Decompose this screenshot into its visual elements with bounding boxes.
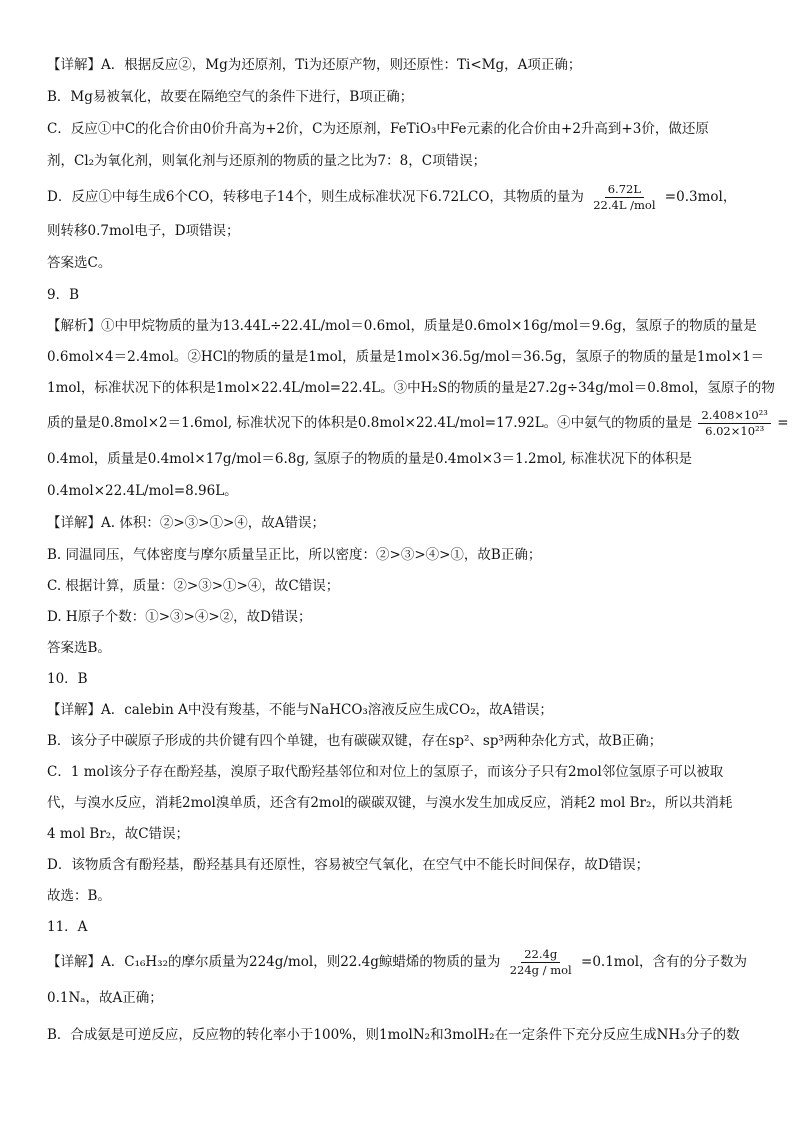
text-line: 0.4mol，质量是0.4mol×17g/mol＝6.8g, 氢原子的物质的量是0.4mol×3＝1.2mol, 标准状况下的体积是: [47, 451, 692, 467]
text-line: 0.6mol×4＝2.4mol。②HCl的物质的量是1mol，质量是1mol×36.5g/mol＝36.5g，氢原子的物质的量是1mol×1＝: [47, 349, 765, 365]
fraction: [590, 183, 658, 212]
text-line: 【解析】①中甲烷物质的量为13.44L÷22.4L/mol＝0.6mol，质量是0.6mol×16g/mol＝9.6g，氢原子的物质的量是: [47, 318, 757, 334]
text-segment: 【详解】A．C₁₆H₃₂的摩尔质量为224g/mol，则22.4g鲸蜡烯的物质的量为: [47, 954, 501, 970]
question-number: 9．B: [47, 287, 80, 303]
fraction-numerator: 22.4g: [521, 948, 560, 963]
text-line: D．该物质含有酚羟基，酚羟基具有还原性，容易被空气氧化，在空气中不能长时间保存，故D错误；: [47, 857, 650, 873]
text-line: 【详解】A. 体积：②>③>①>④，故A错误；: [47, 515, 326, 531]
text-line: D. H原子个数：①>③>④>②，故D错误；: [47, 609, 312, 625]
text-line: 代，与溴水反应，消耗2mol溴单质，还含有2mol的碳碳双键，与溴水发生加成反应，消耗2 mol Br₂，所以共消耗: [47, 795, 733, 811]
text-line: 【详解】A．calebin A中没有羧基，不能与NaHCO₃溶液反应生成CO₂，故A错误；: [47, 702, 553, 718]
fraction: [507, 948, 575, 977]
text-line: B．Mg易被氧化，故要在隔绝空气的条件下进行，B项正确；: [47, 89, 414, 105]
text-line: 剂，Cl₂为氧化剂，则氧化剂与还原剂的物质的量之比为7：8，C项错误；: [47, 153, 487, 169]
text-line: B．该分子中碳原子形成的共价键有四个单键，也有碳碳双键，存在sp²、sp³两种杂化方式，故B正确；: [47, 733, 663, 749]
text-segment: =0.3mol，: [664, 189, 737, 205]
text-line: 0.4mol×22.4L/mol=8.96L。: [47, 483, 238, 499]
text-line: C．1 mol该分子存在酚羟基，溴原子取代酚羟基邻位和对位上的氢原子，而该分子只有2mol邻位氢原子可以被取: [47, 764, 724, 780]
text-line: 则转移0.7mol电子，D项错误；: [47, 223, 240, 239]
text-line: 答案选C。: [47, 255, 112, 271]
fraction-denominator: 22.4L /mol: [593, 198, 656, 212]
text-line: 0.1Nₐ，故A正确；: [47, 990, 163, 1006]
fraction: [698, 409, 770, 438]
question-number: 10．B: [47, 671, 88, 687]
fraction-denominator: 224g / mol: [509, 963, 572, 977]
text-segment: =: [777, 415, 789, 431]
text-line: B. 同温同压，气体密度与摩尔质量呈正比，所以密度：②>③>④>①，故B正确；: [47, 547, 542, 563]
text-line: C. 根据计算，质量：②>③>①>④，故C错误；: [47, 578, 340, 594]
fraction-denominator: 6.02×10²³: [705, 424, 765, 438]
text-segment: D．反应①中每生成6个CO，转移电子14个，则生成标准状况下6.72LCO，其物质的量为: [47, 189, 584, 205]
text-line: 答案选B。: [47, 640, 111, 656]
text-segment: =0.1mol，含有的分子数为: [581, 954, 748, 970]
text-line-with-fraction: [47, 948, 747, 977]
text-line-with-fraction: [47, 409, 789, 438]
question-number: 11．A: [47, 919, 88, 935]
text-line: 4 mol Br₂，故C错误；: [47, 826, 190, 842]
text-line: B．合成氨是可逆反应，反应物的转化率小于100%，则1molN₂和3molH₂在一定条件下充分反应生成NH₃分子的数: [47, 1027, 740, 1043]
text-line: 【详解】A．根据反应②，Mg为还原剂，Ti为还原产物，则还原性：Ti<Mg，A项正确；: [47, 57, 582, 73]
text-line: 1mol，标准状况下的体积是1mol×22.4L/mol=22.4L。③中H₂S的物质的量是27.2g÷34g/mol＝0.8mol，氢原子的物: [47, 380, 775, 396]
text-line: 故选：B。: [47, 888, 111, 904]
text-line: C．反应①中C的化合价由0价升高为+2价，C为还原剂，FeTiO₃中Fe元素的化合价由+2升高到+3价，做还原: [47, 121, 709, 137]
fraction-numerator: 2.408×10²³: [698, 409, 770, 424]
text-line-with-fraction: [47, 183, 736, 212]
text-segment: 质的量是0.8mol×2＝1.6mol, 标准状况下的体积是0.8mol×22.4L/mol=17.92L。④中氨气的物质的量是: [47, 415, 693, 431]
fraction-numerator: 6.72L: [605, 183, 644, 198]
